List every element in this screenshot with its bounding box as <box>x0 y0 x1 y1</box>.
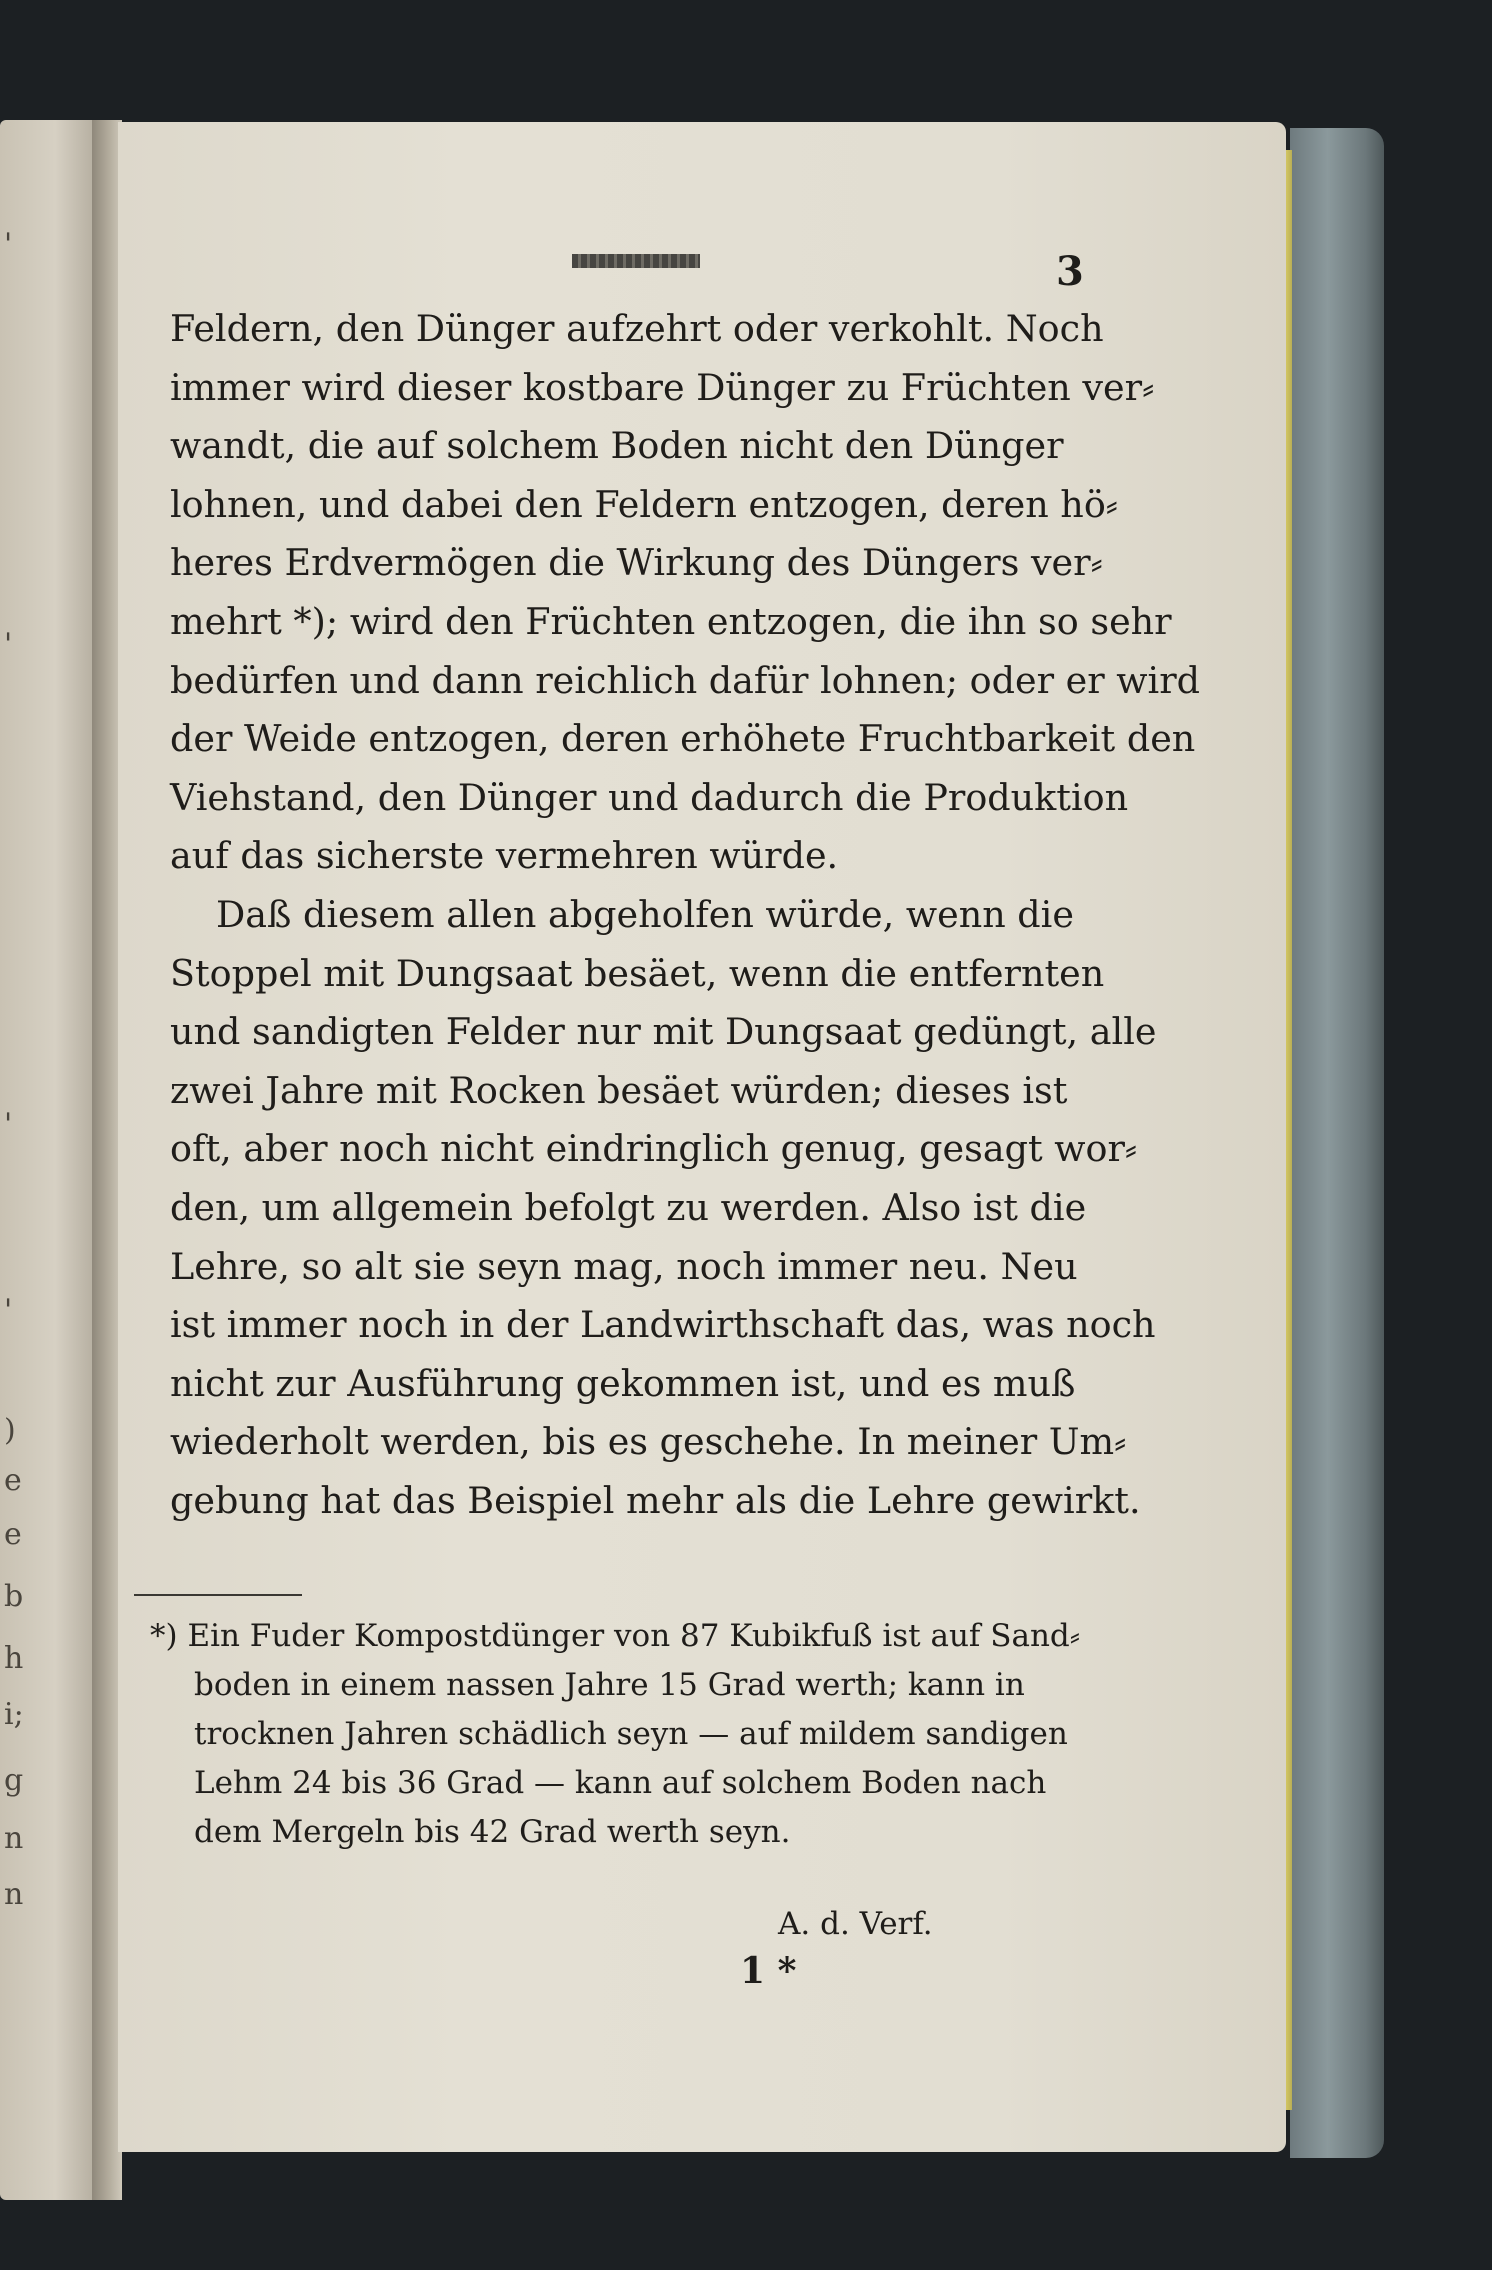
header-ornament <box>572 254 700 268</box>
footnote <box>150 1612 1081 1857</box>
text-line: wandt, die auf solchem Boden nicht den Dünger <box>170 424 1064 468</box>
fragment: h <box>4 1641 24 1676</box>
text-line: immer wird dieser kostbare Dünger zu Früchten ver⸗ <box>170 365 1155 409</box>
footnote-line: Lehm 24 bis 36 Grad — kann auf solchem Boden nach <box>194 1765 1047 1801</box>
text-line: und sandigten Felder nur mit Dungsaat gedüngt, alle <box>170 1010 1157 1054</box>
footnote-rule <box>134 1594 302 1596</box>
fragment: n <box>4 1821 24 1856</box>
text-line: auf das sicherste vermehren würde. <box>170 834 839 878</box>
footnote-line: dem Mergeln bis 42 Grad werth seyn. <box>194 1814 791 1850</box>
fragment: ' <box>4 227 13 262</box>
text-line: heres Erdvermögen die Wirkung des Düngers ver⸗ <box>170 541 1103 585</box>
text-line: Stoppel mit Dungsaat besäet, wenn die entfernten <box>170 951 1105 995</box>
fragment: b <box>4 1579 24 1614</box>
text-line: zwei Jahre mit Rocken besäet würden; dieses ist <box>170 1068 1068 1112</box>
page-number: 3 <box>1056 248 1084 295</box>
text-line: oft, aber noch nicht eindringlich genug, gesagt wor⸗ <box>170 1127 1138 1171</box>
facing-page-edge <box>0 120 92 2200</box>
text-line: Viehstand, den Dünger und dadurch die Produktion <box>170 775 1129 819</box>
book-cover <box>1290 128 1384 2158</box>
footnote-line: *) Ein Fuder Kompostdünger von 87 Kubikfuß ist auf Sand⸗ <box>150 1618 1081 1654</box>
text-line: ist immer noch in der Landwirthschaft das, was noch <box>170 1303 1156 1347</box>
body-text <box>170 300 1201 1530</box>
text-line: lohnen, und dabei den Feldern entzogen, deren hö⸗ <box>170 482 1118 526</box>
fragment: e <box>4 1517 22 1552</box>
text-line: nicht zur Ausführung gekommen ist, und es muß <box>170 1361 1076 1405</box>
signature-mark: 1 * <box>740 1950 797 1992</box>
text-line: gebung hat das Beispiel mehr als die Lehre gewirkt. <box>170 1478 1141 1522</box>
text-line: wiederholt werden, bis es geschehe. In meiner Um⸗ <box>170 1420 1127 1464</box>
facing-page-fragments <box>0 120 30 2200</box>
text-line: Lehre, so alt sie seyn mag, noch immer neu. Neu <box>170 1244 1078 1288</box>
footnote-line: trocknen Jahren schädlich seyn — auf mildem sandigen <box>194 1716 1068 1752</box>
text-line: bedürfen und dann reichlich dafür lohnen; oder er wird <box>170 658 1201 702</box>
fragment: ) <box>4 1413 16 1448</box>
text-line: mehrt *); wird den Früchten entzogen, die ihn so sehr <box>170 599 1172 643</box>
fragment: ' <box>4 627 13 662</box>
fragment: i; <box>4 1697 24 1732</box>
text-line: Daß diesem allen abgeholfen würde, wenn die <box>216 892 1074 936</box>
fragment: ' <box>4 1293 13 1328</box>
footnote-line: boden in einem nassen Jahre 15 Grad werth; kann in <box>194 1667 1025 1703</box>
text-line: Feldern, den Dünger aufzehrt oder verkohlt. Noch <box>170 307 1104 350</box>
footnote-signature: A. d. Verf. <box>778 1906 933 1942</box>
fragment: g <box>4 1763 24 1798</box>
fragment: e <box>4 1463 22 1498</box>
fragment: n <box>4 1877 24 1912</box>
fragment: ' <box>4 1107 13 1142</box>
text-line: der Weide entzogen, deren erhöhete Fruchtbarkeit den <box>170 717 1196 761</box>
text-line: den, um allgemein befolgt zu werden. Also ist die <box>170 1185 1087 1229</box>
